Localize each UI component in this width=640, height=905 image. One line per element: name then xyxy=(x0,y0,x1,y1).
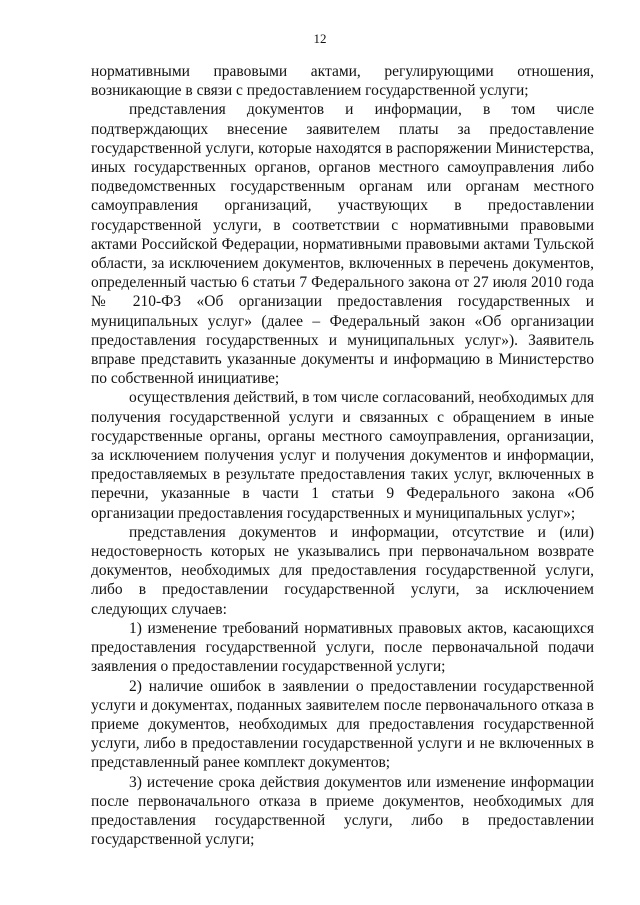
paragraph-missing-documents: представления документов и информации, отсутствие и (или) недостоверность которых не указывались при первоначальном возврате документов, необходимых для предоставления государственной услуги, либо в предоставлении государственной услуги, за исключением следующих случаев: xyxy=(91,523,594,618)
paragraph-actions-approvals: осуществления действий, в том числе согласований, необходимых для получения государственной услуги и связанных с обращением в иные государственные органы, органы местного самоуправления, организации, за исключением получения услуг и получения документов и информации, предоставляемых в результате предоставления таких услуг, включенных в перечни, указанные в части 1 статьи 9 Федерального закона «Об организации предоставления государственных и муниципальных услуг»; xyxy=(91,389,595,522)
paragraph-continuation: нормативными правовыми актами, регулирующими отношения, возникающие в связи с предоставлением государственной услуги; xyxy=(91,63,594,100)
document-body xyxy=(91,62,594,849)
list-item-2: 2) наличие ошибок в заявлении о предоставлении государственной услуги и документах, поданных заявителем после первоначального отказа в приеме документов, необходимых для предоставления государственной услуги, либо в предоставлении государственной услуги и не включенных в представленный ранее комплект документов; xyxy=(91,677,594,772)
list-item-3: 3) истечение срока действия документов или изменение информации после первоначального отказа в приеме документов, необходимых для предоставления государственной услуги, либо в предоставлении государственной услуги; xyxy=(91,773,594,849)
page-number: 12 xyxy=(313,31,327,46)
list-item-1: 1) изменение требований нормативных правовых актов, касающихся предоставления государственной услуги, после первоначальной подачи заявления о предоставлении государственной услуги; xyxy=(91,619,594,676)
paragraph-documents-information: представления документов и информации, в том числе подтверждающих внесение заявителем платы за предоставление государственной услуги, которые находятся в распоряжении Министерства, иных государственных органов, органов местного самоуправления либо подведомственных государственным органам или органам местного самоуправления организаций, участвующих в предоставлении государственной услуги, в соответствии с нормативными правовыми актами Российской Федерации, нормативными правовыми актами Тульской области, за исключением документов, включенных в перечень документов, определенный частью 6 статьи 7 Федерального закона от 27 июля 2010 года № 210-ФЗ «Об организации предоставления государственных и муниципальных услуг» (далее – Федеральный закон «Об организации предоставления государственных и муниципальных услуг»). Заявитель вправе представить указанные документы и информацию в Министерство по собственной инициативе; xyxy=(91,101,594,388)
